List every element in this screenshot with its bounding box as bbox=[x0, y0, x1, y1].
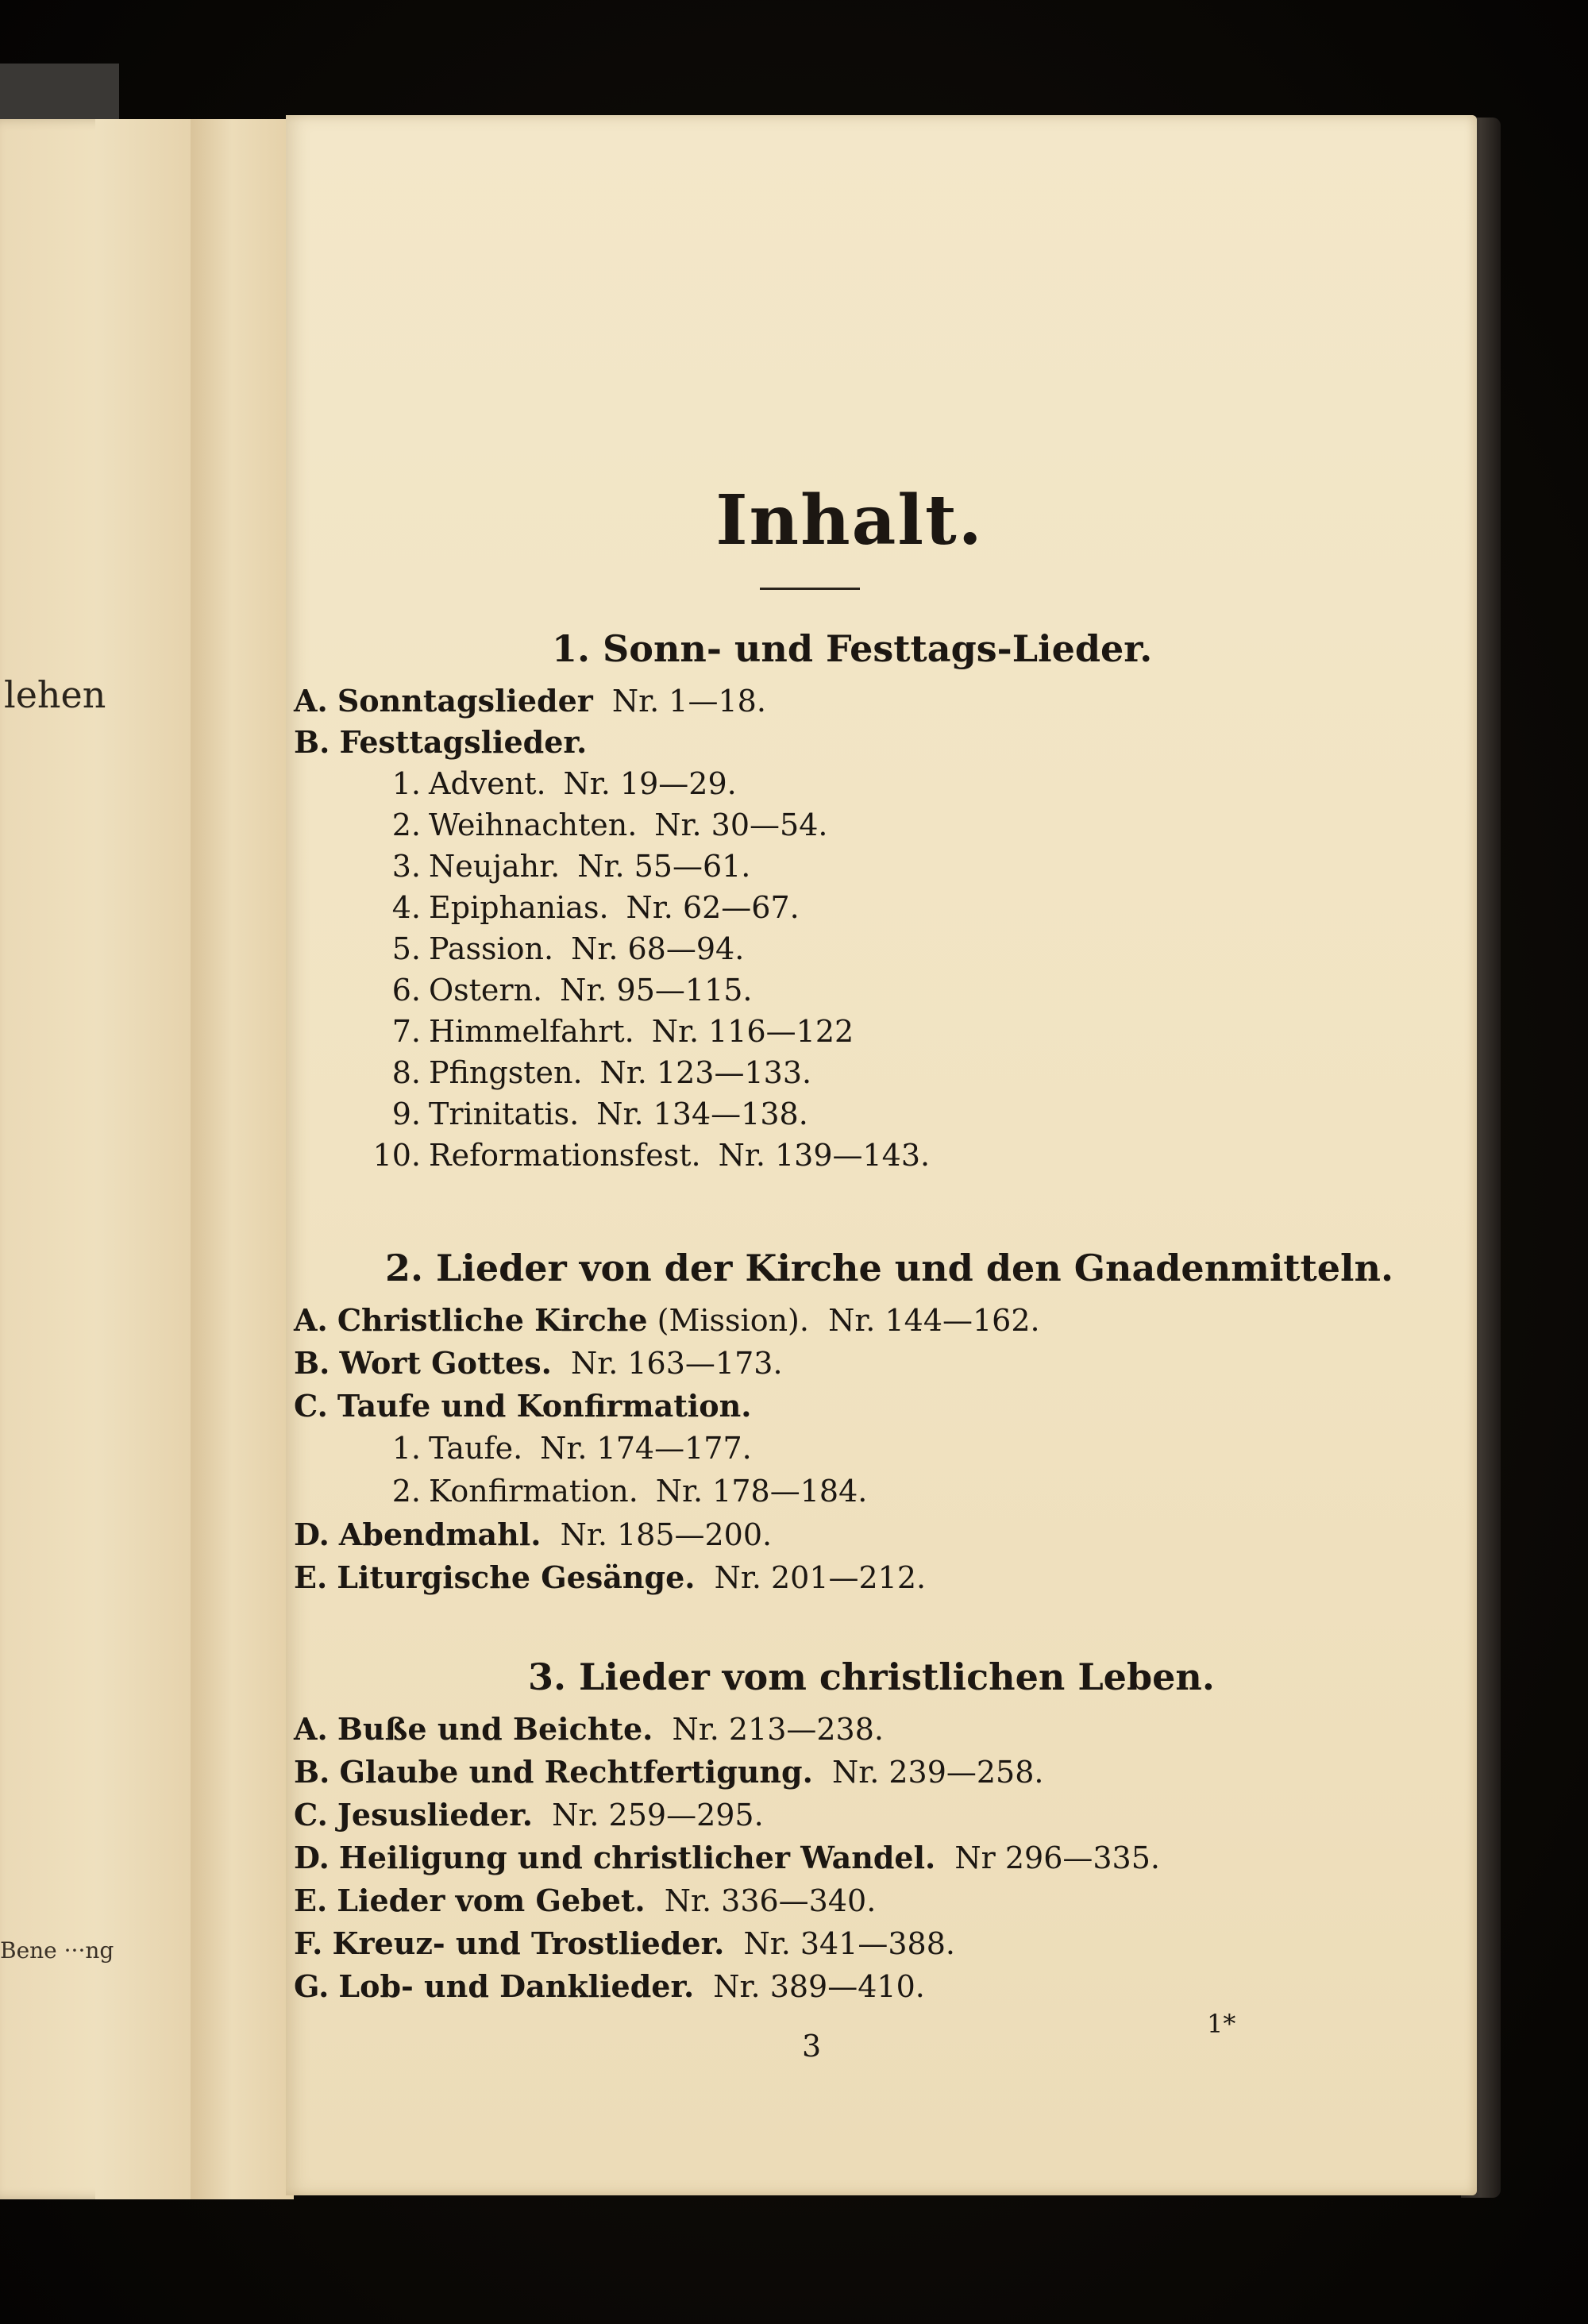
toc-subentry bbox=[365, 766, 737, 801]
toc-subentry bbox=[365, 1138, 930, 1173]
entry-extra: (Mission). bbox=[657, 1303, 809, 1338]
subentry-range: Nr. 178—184. bbox=[655, 1474, 868, 1509]
entry-label: B. bbox=[294, 724, 330, 760]
toc-subentry bbox=[365, 890, 800, 925]
entry-range: Nr. 259—295. bbox=[552, 1798, 764, 1833]
subentry-range: Nr. 30—54. bbox=[654, 807, 828, 842]
subentry-title: Taufe. bbox=[429, 1431, 523, 1466]
title-rule bbox=[760, 588, 860, 590]
entry-title: Buße und Beichte. bbox=[337, 1711, 653, 1747]
subentry-number: 10. bbox=[372, 1138, 421, 1173]
toc-subentry bbox=[365, 1014, 854, 1049]
subentry-range: Nr. 62—67. bbox=[626, 890, 800, 925]
toc-entry bbox=[294, 1302, 1040, 1338]
entry-range: Nr 296—335. bbox=[954, 1840, 1160, 1875]
subentry-title: Pfingsten. bbox=[429, 1055, 583, 1090]
toc-entry bbox=[294, 683, 766, 719]
gutter bbox=[191, 119, 294, 2199]
entry-range: Nr. 213—238. bbox=[672, 1712, 884, 1747]
entry-label: A. bbox=[294, 683, 328, 719]
entry-range: Nr. 336—340. bbox=[664, 1883, 877, 1918]
subentry-number: 6. bbox=[391, 973, 421, 1008]
toc-entry bbox=[294, 1797, 764, 1833]
entry-label: B. bbox=[294, 1345, 330, 1381]
toc-subentry bbox=[365, 1431, 752, 1466]
page-title: Inhalt. bbox=[715, 480, 984, 561]
entry-title: Heiligung und christlicher Wandel. bbox=[338, 1840, 936, 1875]
entry-label: G. bbox=[294, 1968, 330, 2004]
subentry-number: 5. bbox=[391, 931, 421, 966]
entry-label: C. bbox=[294, 1388, 328, 1424]
subentry-range: Nr. 95—115. bbox=[560, 973, 753, 1008]
entry-title: Sonntagslieder bbox=[337, 683, 593, 719]
facing-page-fragment-top: lehen bbox=[4, 673, 106, 716]
entry-title: Jesuslieder. bbox=[337, 1797, 534, 1833]
entry-title: Liturgische Gesänge. bbox=[337, 1559, 696, 1595]
toc-subentry bbox=[365, 931, 744, 966]
toc-entry bbox=[294, 1517, 772, 1552]
toc-subentry bbox=[365, 849, 750, 884]
toc-entry bbox=[294, 1559, 926, 1595]
subentry-title: Reformationsfest. bbox=[429, 1138, 701, 1173]
subentry-range: Nr. 116—122 bbox=[651, 1014, 854, 1049]
entry-range: Nr. 239—258. bbox=[831, 1755, 1044, 1790]
entry-label: F. bbox=[294, 1925, 323, 1961]
subentry-number: 2. bbox=[391, 807, 421, 842]
entry-title: Lieder vom Gebet. bbox=[337, 1883, 646, 1918]
subentry-number: 4. bbox=[391, 890, 421, 925]
toc-subentry bbox=[365, 1055, 811, 1090]
entry-title: Glaube und Rechtfertigung. bbox=[339, 1754, 813, 1790]
entry-label: C. bbox=[294, 1797, 328, 1833]
subentry-range: Nr. 19—29. bbox=[563, 766, 737, 801]
section-heading-2: 2. Lieder von der Kirche und den Gnadenmitteln. bbox=[385, 1247, 1393, 1289]
toc-entry bbox=[294, 1711, 884, 1747]
subentry-title: Konfirmation. bbox=[429, 1474, 638, 1509]
subentry-number: 3. bbox=[391, 849, 421, 884]
subentry-title: Trinitatis. bbox=[429, 1096, 580, 1131]
toc-entry bbox=[294, 1345, 783, 1381]
subentry-number: 7. bbox=[391, 1014, 421, 1049]
subentry-number: 1. bbox=[391, 1431, 421, 1466]
subentry-range: Nr. 134—138. bbox=[596, 1096, 808, 1131]
toc-entry bbox=[294, 1968, 925, 2004]
entry-label: E. bbox=[294, 1883, 328, 1918]
entry-title: Wort Gottes. bbox=[339, 1345, 552, 1381]
toc-subentry bbox=[365, 1096, 808, 1131]
toc-entry bbox=[294, 1388, 751, 1424]
subentry-range: Nr. 68—94. bbox=[571, 931, 745, 966]
toc-entry bbox=[294, 1883, 876, 1918]
subentry-title: Neujahr. bbox=[429, 849, 561, 884]
entry-label: D. bbox=[294, 1517, 330, 1552]
entry-label: B. bbox=[294, 1754, 330, 1790]
subentry-title: Passion. bbox=[429, 931, 554, 966]
subentry-title: Epiphanias. bbox=[429, 890, 609, 925]
toc-entry bbox=[294, 1925, 955, 1961]
subentry-number: 1. bbox=[391, 766, 421, 801]
entry-range: Nr. 389—410. bbox=[713, 1969, 925, 2004]
subentry-number: 8. bbox=[391, 1055, 421, 1090]
page-number: 3 bbox=[802, 2029, 822, 2064]
section-heading-1: 1. Sonn- und Festtags-Lieder. bbox=[552, 627, 1153, 670]
entry-range: Nr. 1—18. bbox=[611, 684, 766, 719]
subentry-title: Himmelfahrt. bbox=[429, 1014, 634, 1049]
entry-range: Nr. 144—162. bbox=[828, 1303, 1040, 1338]
toc-subentry bbox=[365, 1474, 867, 1509]
entry-range: Nr. 341—388. bbox=[743, 1926, 955, 1961]
entry-label: D. bbox=[294, 1840, 330, 1875]
entry-title: Taufe und Konfirmation. bbox=[337, 1388, 752, 1424]
toc-entry bbox=[294, 724, 587, 760]
subentry-title: Ostern. bbox=[429, 973, 543, 1008]
subentry-title: Weihnachten. bbox=[429, 807, 638, 842]
signature-mark: 1* bbox=[1207, 2009, 1236, 2039]
left-cover-edge bbox=[0, 64, 119, 127]
subentry-range: Nr. 139—143. bbox=[718, 1138, 931, 1173]
subentry-range: Nr. 174—177. bbox=[540, 1431, 752, 1466]
section-heading-3: 3. Lieder vom christlichen Leben. bbox=[528, 1655, 1215, 1698]
entry-range: Nr. 201—212. bbox=[714, 1560, 927, 1595]
entry-range: Nr. 185—200. bbox=[560, 1517, 773, 1552]
toc-subentry bbox=[365, 807, 827, 842]
subentry-range: Nr. 123—133. bbox=[599, 1055, 812, 1090]
entry-title: Kreuz- und Trostlieder. bbox=[332, 1925, 725, 1961]
entry-label: A. bbox=[294, 1302, 328, 1338]
entry-label: A. bbox=[294, 1711, 328, 1747]
subentry-range: Nr. 55—61. bbox=[577, 849, 751, 884]
entry-label: E. bbox=[294, 1559, 328, 1595]
toc-subentry bbox=[365, 973, 753, 1008]
toc-entry bbox=[294, 1840, 1160, 1875]
subentry-title: Advent. bbox=[429, 766, 546, 801]
subentry-number: 2. bbox=[391, 1474, 421, 1509]
toc-entry bbox=[294, 1754, 1044, 1790]
entry-title: Lob- und Danklieder. bbox=[338, 1968, 695, 2004]
facing-page-fragment-bottom: Bene ···ng bbox=[0, 1937, 114, 1964]
entry-title: Festtagslieder. bbox=[339, 724, 588, 760]
entry-title: Abendmahl. bbox=[338, 1517, 542, 1552]
subentry-number: 9. bbox=[391, 1096, 421, 1131]
entry-range: Nr. 163—173. bbox=[570, 1346, 783, 1381]
entry-title: Christliche Kirche bbox=[337, 1302, 648, 1338]
spine-strip bbox=[95, 119, 191, 2199]
